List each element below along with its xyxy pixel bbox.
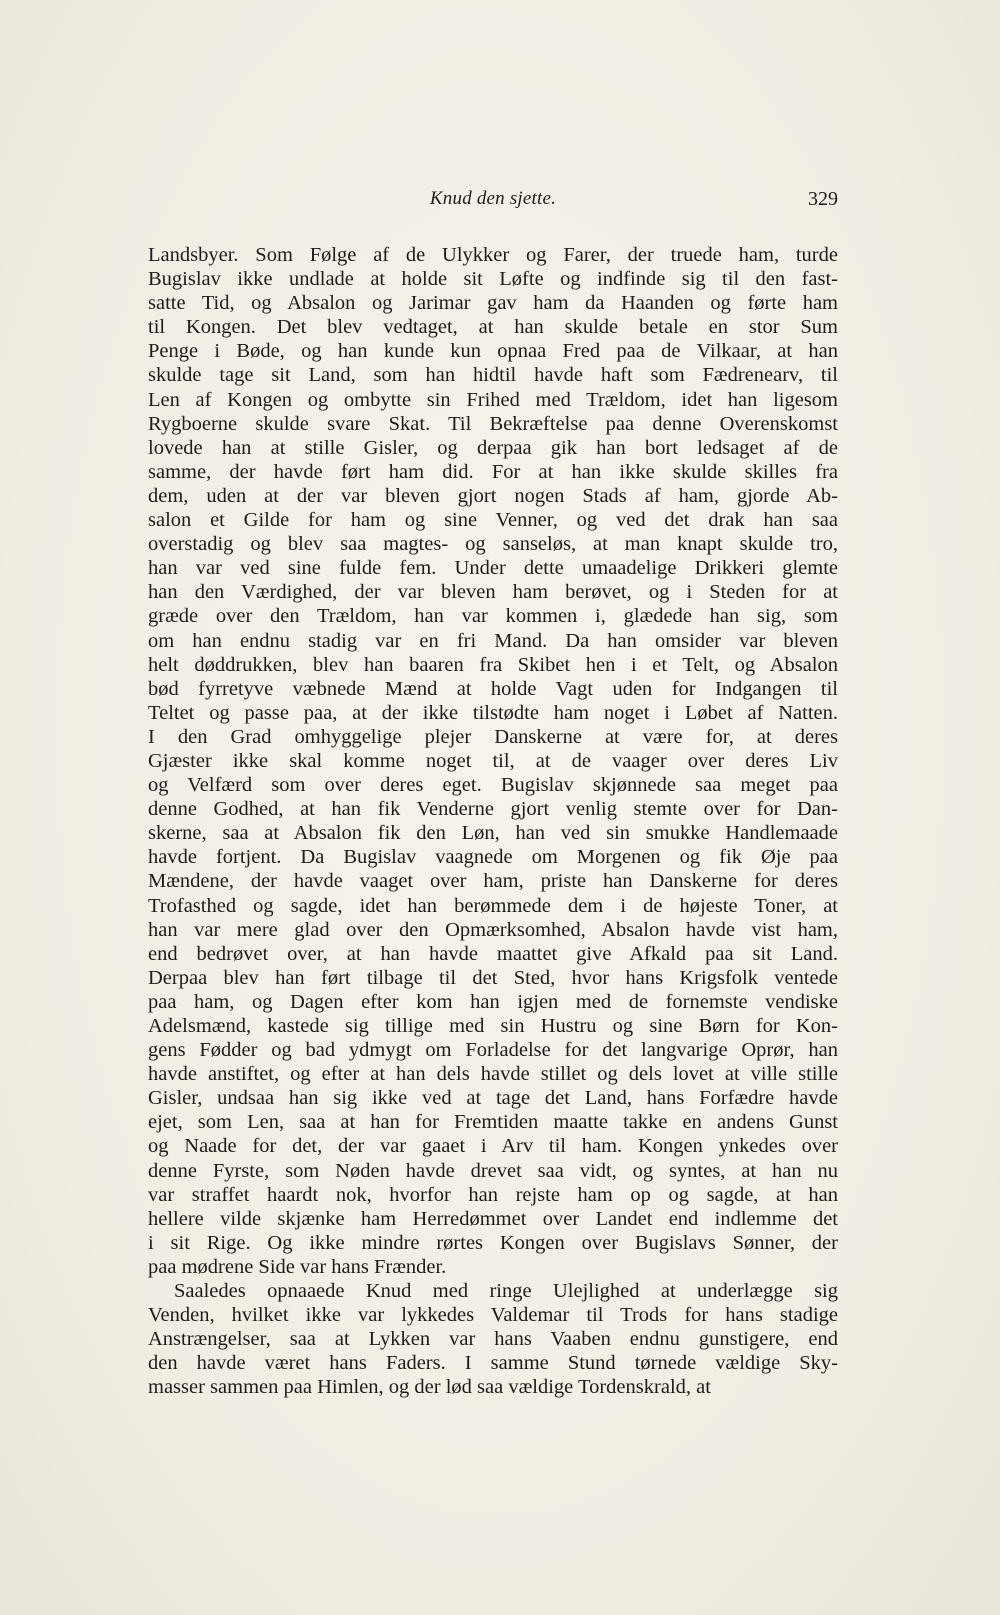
running-title: Knud den sjette. [429, 188, 557, 209]
text-line: græde over den Trældom, han var kommen i, glædede han sig, som [148, 605, 838, 628]
text-line: havde anstiftet, og efter at han dels havde stillet og dels lovet at ville stille [148, 1063, 838, 1086]
text-line: samme, der havde ført ham did. For at han ikke skulde skilles fra [148, 460, 838, 483]
text-line: skulde tage sit Land, som han hidtil havde haft som Fædrenearv, til [148, 364, 838, 387]
text-line: paa ham, og Dagen efter kom han igjen med de fornemste vendiske [148, 990, 838, 1013]
text-line: skerne, saa at Absalon fik den Løn, han ved sin smukke Handlemaade [148, 822, 838, 845]
text-line: havde fortjent. Da Bugislav vaagnede om Morgenen og fik Øje paa [148, 846, 838, 869]
text-line: Len af Kongen og ombytte sin Frihed med Trældom, idet han ligesom [148, 388, 838, 411]
text-line: gens Fødder og bad ydmygt om Forladelse for det langvarige Oprør, han [148, 1039, 838, 1062]
text-line: Saaledes opnaaede Knud med ringe Ulejlighed at underlægge sig [174, 1280, 838, 1303]
text-line: til Kongen. Det blev vedtaget, at han skulde betale en stor Sum [148, 316, 838, 339]
text-line: han den Værdighed, der var bleven ham berøvet, og i Steden for at [148, 581, 838, 604]
text-line: Teltet og passe paa, at der ikke tilstødte ham noget i Løbet af Natten. [148, 701, 838, 724]
text-line: og Velfærd som over deres eget. Bugislav skjønnede saa meget paa [148, 774, 838, 797]
text-line: denne Fyrste, som Nøden havde drevet saa vidt, og syntes, at han nu [148, 1159, 838, 1182]
text-line: overstadig og blev saa magtes- og sanseløs, at man knapt skulde tro, [148, 533, 838, 556]
text-line: Anstrængelser, saa at Lykken var hans Vaaben endnu gunstigere, end [148, 1328, 838, 1351]
text-line: Gisler, undsaa han sig ikke ved at tage det Land, hans Forfædre havde [148, 1087, 838, 1110]
text-line: denne Godhed, at han fik Venderne gjort venlig stemte over for Dan- [148, 798, 838, 821]
text-line: ejet, som Len, saa at han for Fremtiden maatte takke en andens Gunst [148, 1111, 838, 1134]
text-line: Mændene, der havde vaaget over ham, priste han Danskerne for deres [148, 870, 838, 893]
text-line: Bugislav ikke undlade at holde sit Løfte og indfinde sig til den fast- [148, 268, 838, 291]
text-line: han var ved sine fulde fem. Under dette umaadelige Drikkeri glemte [148, 557, 838, 580]
text-line: Gjæster ikke skal komme noget til, at de vaager over deres Liv [148, 749, 838, 772]
body-text [148, 243, 838, 1400]
text-line: Venden, hvilket ikke var lykkedes Valdemar til Trods for hans stadige [148, 1304, 838, 1327]
text-line: salon et Gilde for ham og sine Venner, og ved det drak han saa [148, 509, 838, 532]
text-line: Penge i Bøde, og han kunde kun opnaa Fred paa de Vilkaar, at han [148, 340, 838, 363]
text-line: dem, uden at der var bleven gjort nogen Stads af ham, gjorde Ab- [148, 484, 838, 507]
text-line: om han endnu stadig var en fri Mand. Da han omsider var bleven [148, 629, 838, 652]
text-line: Rygboerne skulde svare Skat. Til Bekræftelse paa denne Overenskomst [148, 412, 838, 435]
text-line: lovede han at stille Gisler, og derpaa gik han bort ledsaget af de [148, 436, 838, 459]
text-line: den havde været hans Faders. I samme Stund tørnede vældige Sky- [148, 1352, 838, 1375]
text-line: satte Tid, og Absalon og Jarimar gav ham da Haanden og førte ham [148, 292, 838, 315]
text-line: end bedrøvet over, at han havde maattet give Afkald paa sit Land. [148, 942, 838, 965]
text-line: Trofasthed og sagde, idet han berømmede dem i de højeste Toner, at [148, 894, 838, 917]
text-line: hellere vilde skjænke ham Herredømmet over Landet end indlemme det [148, 1207, 838, 1230]
text-line: Adelsmænd, kastede sig tillige med sin Hustru og sine Børn for Kon- [148, 1015, 838, 1037]
text-line: bød fyrretyve væbnede Mænd at holde Vagt uden for Indgangen til [148, 677, 838, 700]
page-number: 329 [808, 188, 838, 210]
text-line: var straffet haardt nok, hvorfor han rejste ham op og sagde, at han [148, 1183, 838, 1206]
running-head [148, 188, 838, 218]
text-line: helt døddrukken, blev han baaren fra Skibet hen i et Telt, og Absalon [148, 653, 838, 676]
text-line: han var mere glad over den Opmærksomhed, Absalon havde vist ham, [148, 918, 838, 941]
text-line: Landsbyer. Som Følge af de Ulykker og Farer, der truede ham, turde [148, 244, 838, 266]
text-line: Derpaa blev han ført tilbage til det Sted, hvor hans Krigsfolk ventede [148, 966, 838, 989]
text-line: i sit Rige. Og ikke mindre rørtes Kongen over Bugislavs Sønner, der [148, 1231, 838, 1254]
text-line: og Naade for det, der var gaaet i Arv til ham. Kongen ynkedes over [148, 1135, 838, 1158]
text-line: paa mødrene Side var hans Frænder. [148, 1255, 447, 1278]
text-line: masser sammen paa Himlen, og der lød saa vældige Tordenskrald, at [148, 1376, 711, 1399]
text-line: I den Grad omhyggelige plejer Danskerne at være for, at deres [148, 725, 838, 748]
